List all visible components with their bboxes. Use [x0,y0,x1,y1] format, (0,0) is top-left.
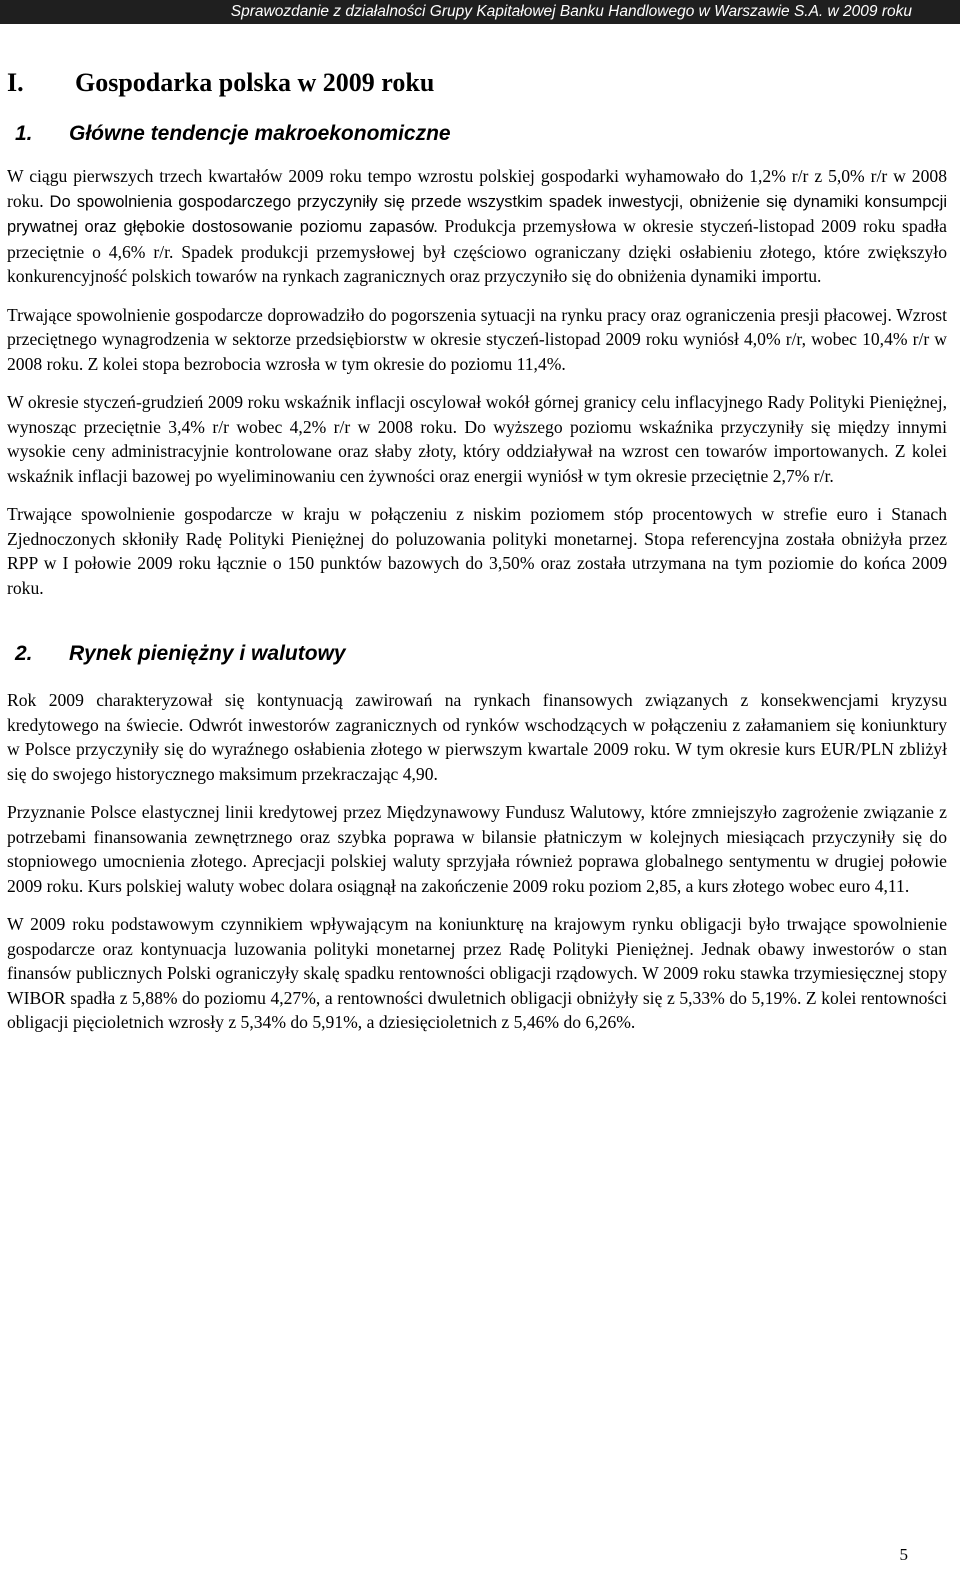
document-body [7,66,947,1035]
section-2-paragraph-1: Rok 2009 charakteryzował się kontynuacją zawirowań na rynkach finansowych związanych z konsekwencjami kryzysu kredytowego na świecie. Odwrót inwestorów zagranicznych od rynków wschodzących w połączeniu z załamaniem się koniunktury w Polsce przyczyniły się do wyraźnego osłabienia złotego w pierwszym kwartale 2009 roku. W tym okresie kurs EUR/PLN zbliżył się do swojego historycznego maksimum przekraczając 4,90. [7,690,947,784]
section-1-title-text: Główne tendencje makroekonomiczne [69,122,451,145]
section-2-title-text: Rynek pieniężny i walutowy [69,642,346,665]
section-1-paragraph-1 [7,164,947,289]
chapter-title-text: Gospodarka polska w 2009 roku [75,68,435,97]
header-text: Sprawozdanie z działalności Grupy Kapitałowej Banku Handlowego w Warszawie S.A. w 2009 roku [230,3,912,20]
section-1-number: 1. [15,122,33,145]
section-2-number: 2. [15,642,33,665]
section-2-paragraph-3: W 2009 roku podstawowym czynnikiem wpływającym na koniunkturę na krajowym rynku obligacji było trwające spowolnienie gospodarcze oraz kontynuacja luzowania polityki monetarnej przez Radę Polityki Pieniężnej. Jednak obawy inwestorów o stan finansów publicznych Polski ograniczyły skalę spadku rentowności obligacji rządowych. W 2009 roku stawka trzymiesięcznej stopy WIBOR spadła z 5,88% do poziomu 4,27%, a rentowności dwuletnich obligacji obniżyły się z 5,33% do 5,19%. Z kolei rentowności obligacji pięcioletnich wzrosły z 5,34% do 5,91%, a dziesięcioletnich z 5,46% do 6,26%. [7,914,947,1032]
chapter-number: I. [7,68,24,97]
section-2-title [7,640,947,668]
section-1-paragraph-4: Trwające spowolnienie gospodarcze w kraju w połączeniu z niskim poziomem stóp procentowych w strefie euro i Stanach Zjednoczonych skłoniły Radę Polityki Pieniężnej do poluzowania polityki monetarnej. Stopa referencyjna została obniżyła przez RPP w I połowie 2009 roku łącznie o 150 punktów bazowych do 3,50% oraz została utrzymana na tym poziomie do końca 2009 roku. [7,504,947,598]
section-1-paragraph-3: W okresie styczeń-grudzień 2009 roku wskaźnik inflacji oscylował wokół górnej granicy celu inflacyjnego Rady Polityki Pieniężnej, wynosząc przeciętnie 3,4% r/r wobec 4,2% r/r w 2008 roku. Do wyższego poziomu wskaźnika przyczyniły się między innymi wysokie ceny administracyjnie kontrolowane oraz słaby złoty, który oddziaływał na wzrost cen towarów importowanych. Z kolei wskaźnik inflacji bazowej po wyeliminowaniu cen żywności oraz energii wyniósł w tym okresie przeciętnie 2,7% r/r. [7,392,947,486]
paragraph-text: W ciągu pierwszych trzech kwartałów 2009 roku tempo wzrostu polskiej gospodarki wyhamowało do 1,2% r/r z 5,0% r/r w 2008 roku. [7,166,947,211]
page-header [0,0,960,24]
section-1-paragraph-2: Trwające spowolnienie gospodarcze doprowadziło do pogorszenia sytuacji na rynku pracy oraz ograniczenia presji płacowej. Wzrost przeciętnego wynagrodzenia w sektorze przedsiębiorstw w okresie styczeń-listopad 2009 roku wyniósł 4,0% r/r, wobec 10,4% r/r w 2008 roku. Z kolei stopa bezrobocia wzrosła w tym okresie do poziomu 11,4%. [7,304,947,374]
section-1-title [7,120,947,148]
section-2-paragraph-2: Przyznanie Polsce elastycznej linii kredytowej przez Międzynawowy Fundusz Walutowy, które zmniejszyło zagrożenie związanie z potrzebami finansowania zewnętrznego oraz szybka poprawa w bilansie płatniczym w kolejnych miesiącach przyczyniły się do stopniowego umocnienia złotego. Aprecjacji polskiej waluty sprzyjała również poprawa globalnego sentymentu w drugiej połowie 2009 roku. Kurs polskiej waluty wobec dolara osiągnął na zakończenie 2009 roku poziom 2,85, a kurs złotego wobec euro 4,11. [7,802,947,896]
page-number: 5 [899,1545,908,1564]
paragraph-text-sans: Do spowolnienia gospodarczego przyczyniły się przede wszystkim spadek inwestycji, obniżenie się dynamiki konsumpcji prywatnej oraz głębokie dostosowanie poziomu zapasów. [7,192,947,236]
paragraph-text: Produkcja przemysłowa w okresie styczeń-listopad 2009 roku spadła przeciętnie o 4,6% r/r. Spadek produkcji przemysłowej był częściowo ograniczany dzięki osłabieniu złotego, które zwiększyło konkurencyjność polskich towarów na rynkach zagranicznych oraz przyczyniło się do obniżenia dynamiki importu. [7,216,947,286]
chapter-title [7,66,947,100]
